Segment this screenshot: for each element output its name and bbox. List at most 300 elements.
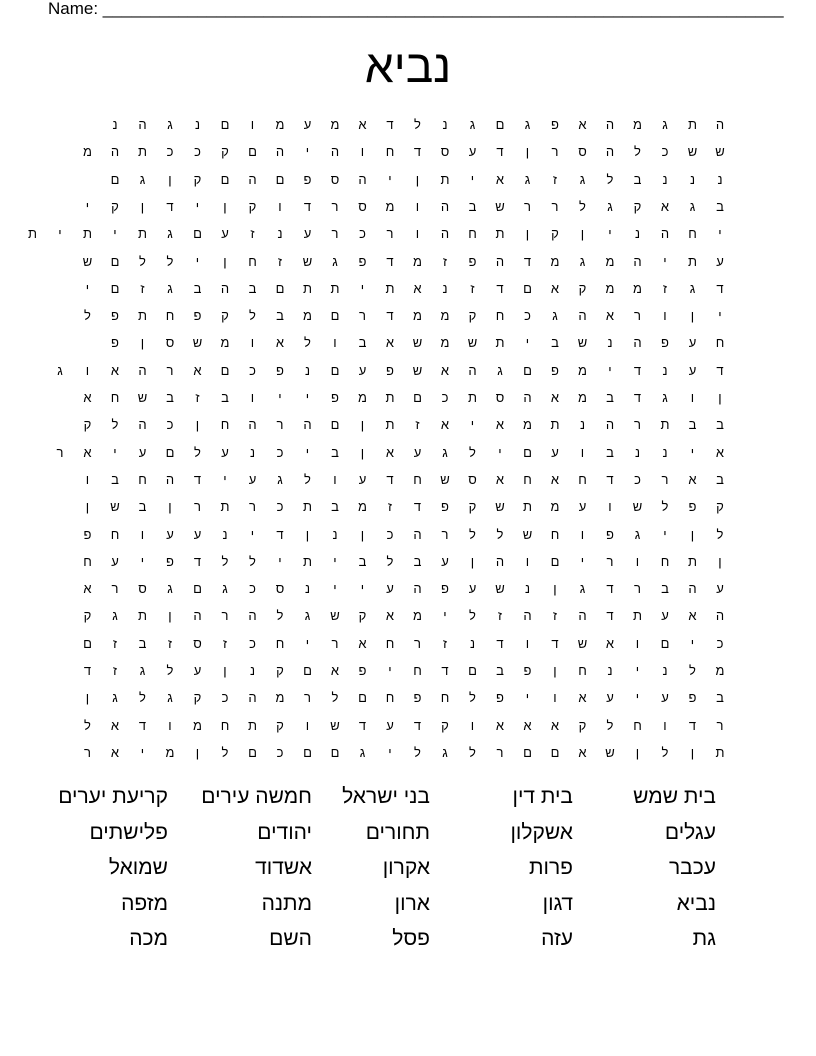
grid-letter: ן: [525, 226, 530, 242]
grid-letter: ר: [414, 635, 421, 651]
grid-letter: ר: [111, 581, 119, 597]
grid-letter: מ: [83, 144, 92, 160]
grid-letter: מ: [165, 744, 175, 760]
grid-letter: ו: [580, 526, 585, 542]
grid-letter: ע: [138, 444, 147, 460]
grid-letter: י: [58, 226, 62, 242]
grid-letter: א: [358, 117, 367, 132]
grid-letter: ר: [386, 226, 394, 242]
grid-letter: ה: [495, 253, 505, 269]
grid-letter: ח: [110, 526, 120, 542]
grid-letter: ת: [440, 171, 450, 187]
grid-letter: ת: [303, 499, 312, 515]
grid-letter: י: [140, 553, 145, 569]
grid-letter: ת: [495, 226, 505, 242]
grid-letter: ז: [662, 280, 668, 296]
grid-letter: י: [195, 198, 200, 214]
grid-letter: מ: [193, 717, 202, 733]
grid-letter: ז: [387, 499, 393, 515]
grid-letter: כ: [221, 690, 229, 706]
grid-letter: ב: [166, 390, 174, 405]
grid-letter: ח: [110, 390, 120, 405]
grid-letter: ע: [441, 553, 449, 569]
grid-letter: נ: [662, 663, 668, 678]
grid-letter: ם: [193, 581, 202, 597]
grid-letter: ן: [168, 499, 172, 515]
grid-letter: ע: [358, 362, 367, 378]
grid-letter: ה: [605, 144, 615, 160]
grid-letter: ל: [386, 553, 394, 569]
grid-letter: ע: [111, 553, 119, 569]
grid-letter: מ: [605, 253, 615, 269]
word-list-item: שמואל: [108, 856, 168, 879]
grid-letter: א: [330, 663, 340, 678]
grid-letter: ל: [166, 663, 174, 678]
grid-letter: ג: [497, 362, 503, 378]
grid-letter: ם: [523, 280, 532, 296]
grid-letter: ת: [660, 417, 670, 433]
grid-letter: ע: [358, 471, 367, 487]
grid-letter: מ: [358, 390, 367, 405]
grid-letter: ק: [716, 499, 724, 515]
grid-letter: ק: [221, 144, 229, 160]
grid-letter: ע: [661, 690, 669, 706]
grid-letter: ן: [360, 417, 365, 433]
grid-letter: ת: [385, 390, 395, 405]
grid-letter: נ: [689, 171, 696, 187]
grid-letter: ח: [715, 335, 725, 351]
grid-letter: ת: [330, 280, 340, 296]
grid-letter: ל: [606, 171, 614, 187]
grid-letter: ל: [194, 444, 201, 460]
grid-letter: ב: [716, 417, 724, 433]
grid-letter: ו: [663, 308, 667, 324]
grid-letter: י: [113, 444, 117, 460]
grid-letter: מ: [440, 335, 450, 351]
grid-letter: ד: [386, 471, 394, 487]
grid-letter: ל: [166, 253, 174, 269]
grid-letter: י: [333, 581, 337, 597]
grid-letter: ן: [85, 499, 90, 515]
grid-letter: ו: [360, 144, 365, 160]
grid-letter: י: [85, 198, 90, 214]
grid-letter: ל: [249, 308, 256, 324]
grid-letter: ס: [468, 471, 477, 487]
grid-letter: ק: [276, 717, 284, 733]
grid-letter: י: [690, 444, 695, 460]
grid-letter: ן: [690, 744, 695, 760]
grid-letter: ע: [578, 499, 587, 515]
grid-letter: ז: [442, 635, 448, 651]
grid-letter: ן: [580, 226, 585, 242]
grid-letter: ה: [495, 553, 505, 569]
grid-letter: ק: [221, 308, 229, 324]
grid-letter: ד: [358, 717, 367, 733]
grid-letter: ם: [330, 417, 340, 433]
grid-letter: ה: [138, 117, 147, 132]
grid-letter: ב: [551, 335, 559, 351]
grid-letter: ס: [358, 198, 367, 214]
grid-letter: ה: [440, 198, 450, 214]
grid-letter: ג: [662, 390, 668, 405]
grid-letter: ב: [468, 198, 477, 214]
grid-letter: ן: [305, 526, 310, 542]
grid-letter: ג: [689, 280, 696, 296]
grid-letter: כ: [166, 144, 174, 160]
grid-letter: ש: [192, 335, 203, 351]
grid-letter: מ: [440, 308, 450, 324]
grid-letter: ז: [442, 253, 448, 269]
grid-letter: ר: [221, 608, 229, 624]
grid-letter: פ: [111, 308, 119, 324]
word-list-item: עכבר: [668, 856, 716, 879]
grid-letter: א: [110, 362, 120, 378]
grid-letter: נ: [277, 226, 283, 242]
word-list-item: גת: [692, 927, 716, 950]
grid-letter: ד: [193, 553, 202, 569]
grid-letter: ק: [83, 608, 92, 624]
grid-letter: י: [690, 635, 695, 651]
grid-letter: ד: [386, 117, 394, 132]
name-field[interactable]: Name: ________________________________________________________________________: [48, 0, 784, 18]
grid-letter: ד: [193, 471, 202, 487]
word-list-item: מתנה: [261, 891, 312, 915]
grid-letter: ת: [550, 417, 560, 433]
grid-letter: י: [718, 308, 722, 324]
grid-letter: ן: [718, 390, 722, 405]
grid-letter: ע: [716, 253, 724, 269]
grid-letter: י: [278, 553, 282, 569]
grid-letter: ש: [522, 526, 533, 542]
word-list-item: אקרון: [382, 856, 430, 879]
grid-letter: א: [523, 717, 532, 733]
grid-letter: י: [635, 690, 640, 706]
grid-letter: א: [688, 608, 697, 624]
grid-letter: ש: [82, 253, 93, 269]
grid-letter: ל: [469, 608, 476, 624]
grid-letter: י: [113, 226, 117, 242]
grid-letter: ע: [688, 335, 697, 351]
grid-letter: י: [250, 526, 255, 542]
grid-letter: ר: [166, 362, 174, 378]
grid-letter: ח: [633, 717, 642, 733]
grid-letter: ת: [385, 417, 395, 433]
grid-letter: ש: [302, 253, 313, 269]
grid-letter: פ: [496, 690, 504, 706]
grid-letter: נ: [524, 581, 531, 597]
grid-letter: ש: [495, 198, 505, 214]
grid-letter: כ: [634, 471, 641, 487]
word-list-item: נביא: [676, 891, 716, 915]
grid-letter: כ: [661, 144, 669, 160]
grid-letter: ע: [661, 608, 669, 624]
grid-letter: ן: [360, 526, 365, 542]
grid-letter: כ: [359, 226, 366, 242]
grid-letter: א: [83, 444, 92, 460]
grid-letter: ג: [112, 690, 118, 706]
grid-letter: ו: [525, 635, 530, 651]
grid-letter: מ: [220, 335, 230, 351]
grid-letter: ה: [138, 362, 147, 378]
grid-letter: י: [608, 226, 612, 242]
grid-letter: ע: [303, 226, 312, 242]
grid-letter: כ: [276, 444, 284, 460]
grid-letter: ן: [85, 690, 90, 706]
grid-letter: ק: [193, 690, 202, 706]
grid-letter: ג: [552, 308, 558, 324]
grid-letter: ג: [277, 471, 283, 487]
grid-letter: ג: [304, 608, 311, 624]
grid-letter: ק: [578, 717, 587, 733]
grid-letter: ם: [275, 280, 285, 296]
grid-letter: ח: [385, 144, 395, 160]
grid-letter: ז: [222, 635, 228, 651]
grid-letter: ג: [332, 253, 338, 269]
grid-letter: כ: [166, 417, 174, 433]
grid-letter: א: [110, 717, 120, 733]
grid-letter: ג: [167, 117, 173, 132]
grid-letter: ר: [84, 744, 91, 760]
grid-letter: ל: [469, 744, 476, 760]
grid-letter: ל: [469, 526, 476, 542]
grid-letter: ב: [716, 198, 724, 214]
grid-letter: ע: [221, 444, 229, 460]
grid-letter: ת: [138, 608, 147, 624]
grid-letter: ו: [168, 717, 172, 733]
grid-letter: ן: [470, 553, 475, 569]
grid-letter: ת: [248, 717, 257, 733]
grid-letter: ה: [303, 417, 312, 433]
grid-letter: ל: [661, 744, 669, 760]
word-list-item: יהודים: [257, 820, 312, 844]
grid-letter: ל: [139, 253, 146, 269]
grid-letter: ר: [661, 471, 669, 487]
grid-letter: ח: [523, 471, 532, 487]
grid-letter: נ: [222, 526, 228, 542]
grid-letter: א: [440, 362, 450, 378]
grid-letter: ח: [550, 526, 560, 542]
grid-letter: ב: [606, 390, 614, 405]
grid-letter: ב: [111, 471, 119, 487]
grid-letter: נ: [607, 335, 613, 351]
grid-letter: ר: [496, 744, 504, 760]
grid-letter: ה: [578, 608, 587, 624]
grid-letter: ם: [330, 744, 340, 760]
grid-letter: ק: [633, 198, 642, 214]
grid-letter: י: [470, 417, 475, 433]
grid-letter: ג: [662, 117, 668, 132]
grid-letter: ה: [193, 608, 202, 624]
grid-letter: ג: [579, 171, 586, 187]
grid-letter: פ: [441, 581, 449, 597]
grid-letter: ח: [578, 471, 587, 487]
grid-letter: ב: [716, 690, 724, 706]
grid-letter: ס: [440, 144, 450, 160]
grid-letter: ג: [222, 581, 228, 597]
grid-letter: ה: [110, 144, 120, 160]
grid-letter: ז: [470, 280, 475, 296]
grid-letter: כ: [716, 635, 724, 651]
grid-letter: א: [550, 717, 560, 733]
grid-letter: פ: [688, 499, 697, 515]
grid-letter: ש: [412, 335, 423, 351]
grid-letter: ה: [605, 117, 615, 132]
grid-letter: ז: [552, 171, 558, 187]
grid-letter: א: [385, 444, 395, 460]
grid-letter: ל: [249, 553, 256, 569]
grid-letter: ן: [360, 444, 365, 460]
grid-letter: ד: [633, 362, 642, 378]
word-list-item: תחורים: [365, 820, 430, 844]
grid-letter: ה: [468, 362, 477, 378]
grid-letter: ת: [688, 553, 697, 569]
grid-letter: ת: [688, 253, 697, 269]
grid-letter: ז: [415, 417, 420, 433]
grid-letter: כ: [194, 144, 201, 160]
grid-letter: ל: [606, 717, 614, 733]
grid-letter: ח: [220, 417, 230, 433]
grid-letter: ס: [578, 144, 587, 160]
grid-letter: ו: [690, 390, 695, 405]
grid-letter: ב: [716, 471, 724, 487]
grid-letter: ע: [193, 526, 202, 542]
grid-letter: ה: [413, 581, 422, 597]
grid-letter: א: [495, 471, 505, 487]
grid-letter: י: [580, 553, 585, 569]
grid-letter: ה: [605, 417, 615, 433]
grid-letter: נ: [634, 226, 641, 242]
grid-letter: מ: [413, 308, 422, 324]
word-list-item: פסל: [392, 927, 430, 950]
grid-letter: א: [495, 417, 505, 433]
grid-letter: ן: [140, 198, 145, 214]
grid-letter: ג: [359, 744, 366, 760]
grid-letter: ח: [220, 717, 230, 733]
grid-letter: ר: [634, 308, 641, 324]
grid-letter: ו: [278, 198, 282, 214]
grid-letter: י: [388, 171, 392, 187]
grid-letter: ב: [358, 335, 367, 351]
grid-letter: נ: [662, 362, 668, 378]
grid-letter: ע: [248, 471, 257, 487]
grid-letter: ם: [550, 744, 560, 760]
grid-letter: ש: [495, 581, 505, 597]
grid-letter: ד: [303, 198, 312, 214]
grid-letter: ד: [606, 581, 614, 597]
grid-letter: ד: [523, 253, 532, 269]
grid-letter: ן: [690, 308, 695, 324]
grid-letter: ה: [248, 690, 257, 706]
grid-letter: ע: [551, 444, 559, 460]
grid-letter: ת: [303, 553, 312, 569]
grid-letter: י: [195, 253, 200, 269]
grid-letter: ח: [495, 308, 505, 324]
grid-letter: ן: [140, 335, 145, 351]
grid-letter: ה: [248, 417, 257, 433]
grid-letter: ז: [167, 635, 173, 651]
grid-letter: פ: [441, 499, 449, 515]
word-list-item: בית שמש: [633, 785, 716, 808]
grid-letter: ס: [275, 581, 285, 597]
grid-letter: ן: [223, 253, 227, 269]
word-list-item: מכה: [129, 927, 168, 950]
grid-letter: ש: [330, 717, 340, 733]
word-list-item: ארון: [394, 891, 430, 915]
grid-letter: נ: [442, 117, 448, 132]
grid-letter: ת: [28, 226, 37, 242]
grid-letter: פ: [551, 362, 559, 378]
grid-letter: ח: [660, 553, 670, 569]
grid-letter: ד: [633, 390, 642, 405]
grid-letter: ה: [633, 335, 642, 351]
grid-letter: ג: [167, 280, 173, 296]
grid-letter: ם: [303, 744, 312, 760]
grid-letter: ש: [330, 608, 340, 624]
grid-letter: ש: [467, 335, 478, 351]
grid-letter: ר: [276, 417, 284, 433]
grid-letter: ג: [112, 608, 118, 624]
grid-letter: א: [550, 471, 560, 487]
grid-letter: א: [440, 417, 450, 433]
grid-letter: ת: [468, 390, 477, 405]
grid-letter: ל: [469, 444, 476, 460]
grid-letter: א: [660, 198, 670, 214]
grid-letter: י: [443, 608, 447, 624]
grid-letter: ש: [110, 499, 120, 515]
grid-letter: א: [358, 635, 367, 651]
word-list-item: מזפה: [121, 891, 168, 915]
grid-letter: ד: [496, 635, 504, 651]
grid-letter: פ: [413, 690, 422, 706]
grid-letter: ד: [606, 608, 614, 624]
grid-letter: ז: [277, 253, 283, 269]
grid-letter: י: [305, 390, 310, 405]
grid-letter: א: [495, 171, 505, 187]
grid-letter: ז: [112, 663, 118, 678]
grid-letter: ם: [220, 117, 230, 132]
grid-letter: כ: [276, 499, 284, 515]
grid-letter: ו: [333, 335, 337, 351]
grid-letter: ג: [57, 362, 63, 378]
grid-letter: ר: [331, 198, 339, 214]
grid-letter: א: [578, 744, 587, 760]
grid-letter: ג: [442, 444, 448, 460]
grid-letter: ר: [524, 198, 531, 214]
grid-letter: ן: [553, 663, 557, 678]
grid-letter: פ: [386, 362, 394, 378]
grid-letter: פ: [303, 171, 312, 187]
grid-letter: ע: [413, 444, 422, 460]
grid-letter: פ: [688, 690, 697, 706]
grid-letter: י: [470, 171, 475, 187]
grid-letter: כ: [276, 744, 284, 760]
grid-letter: ד: [716, 280, 724, 296]
grid-letter: נ: [634, 444, 641, 460]
grid-letter: ע: [386, 581, 394, 597]
grid-letter: ל: [221, 553, 229, 569]
grid-letter: ה: [633, 253, 642, 269]
grid-letter: ר: [441, 526, 449, 542]
grid-letter: ם: [220, 171, 230, 187]
grid-letter: ם: [110, 253, 120, 269]
grid-letter: ע: [688, 362, 697, 378]
grid-letter: פ: [358, 663, 367, 678]
grid-letter: ק: [358, 608, 367, 624]
grid-letter: ב: [248, 280, 257, 296]
grid-letter: ן: [223, 198, 227, 214]
grid-letter: י: [305, 444, 310, 460]
grid-letter: נ: [304, 581, 311, 597]
